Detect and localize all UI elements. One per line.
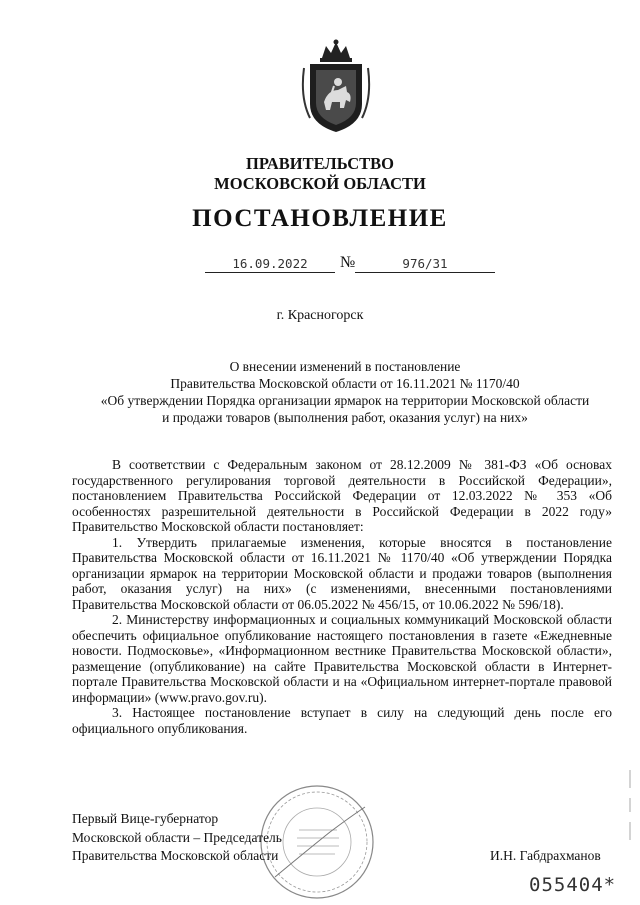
clause-1: 1. Утвердить прилагаемые изменения, которые вносятся в постановление Правительства Московской области от 16.11.2021 № 1170/40 «Об утверждении Порядка организации ярмарок на территории Московской области и продажи товаров (выполнения работ, оказания услуг) на них» (с изменениями, внесенными постановлениями Правительства Московской области от 06.05.2022 № 456/15, от 10.06.2022 № 596/18). xyxy=(72,534,612,612)
subject-line4: и продажи товаров (выполнения работ, оказания услуг) на них» xyxy=(162,410,528,425)
decree-number: 976/31 xyxy=(355,256,495,273)
document-serial-number: 055404* xyxy=(529,874,617,896)
clause-3: 3. Настоящее постановление вступает в силу на следующий день после его официального опубликования. xyxy=(72,705,612,736)
signatory-position-line3: Правительства Московской области xyxy=(72,848,279,863)
clause-2: 2. Министерству информационных и социальных коммуникаций Московской области обеспечить официальное опубликование настоящего постановления в газете «Ежедневные новости. Подмосковье», «Информационном вестнике Правительства Московской области», размещение (опубликование) на сайте Правительства Московской области в Интернет-портале Правительства Московской области и на «Официальном интернет-портале правовой информации» (www.pravo.gov.ru). xyxy=(72,612,612,705)
government-name-line1: ПРАВИТЕЛЬСТВО xyxy=(246,154,394,173)
signatory-name: И.Н. Габдрахманов xyxy=(490,848,601,863)
city-line: г. Красногорск xyxy=(276,308,364,323)
signatory-position xyxy=(72,810,282,866)
number-sign: № xyxy=(340,254,356,271)
document-type-title: ПОСТАНОВЛЕНИЕ xyxy=(192,205,448,232)
signatory-position-line2: Московской области – Председатель xyxy=(72,829,282,845)
decree-subject xyxy=(60,358,630,426)
margin-marks-icon xyxy=(626,770,634,850)
decree-body xyxy=(72,457,612,736)
date-number-line xyxy=(0,256,640,280)
coat-of-arms-icon xyxy=(300,38,372,136)
preamble-paragraph: В соответствии с Федеральным законом от 28.12.2009 № 381-ФЗ «Об основах государственного регулирования торговой деятельности в Российской Федерации», постановлением Правительства Российской Федерации от 12.03.2022 № 353 «Об особенностях разрешительной деятельности в Российской Федерации в 2022 году» Правительство Московской области постановляет: xyxy=(72,457,612,534)
subject-line3: «Об утверждении Порядка организации ярмарок на территории Московской области xyxy=(100,393,590,408)
subject-line1: О внесении изменений в постановление xyxy=(229,359,461,374)
government-name-line2: МОСКОВСКОЙ ОБЛАСТИ xyxy=(214,174,426,193)
decree-date: 16.09.2022 xyxy=(205,256,335,273)
subject-line2: Правительства Московской области от 16.11.2021 № 1170/40 xyxy=(170,376,520,391)
signatory-position-line1: Первый Вице-губернатор xyxy=(72,811,219,826)
